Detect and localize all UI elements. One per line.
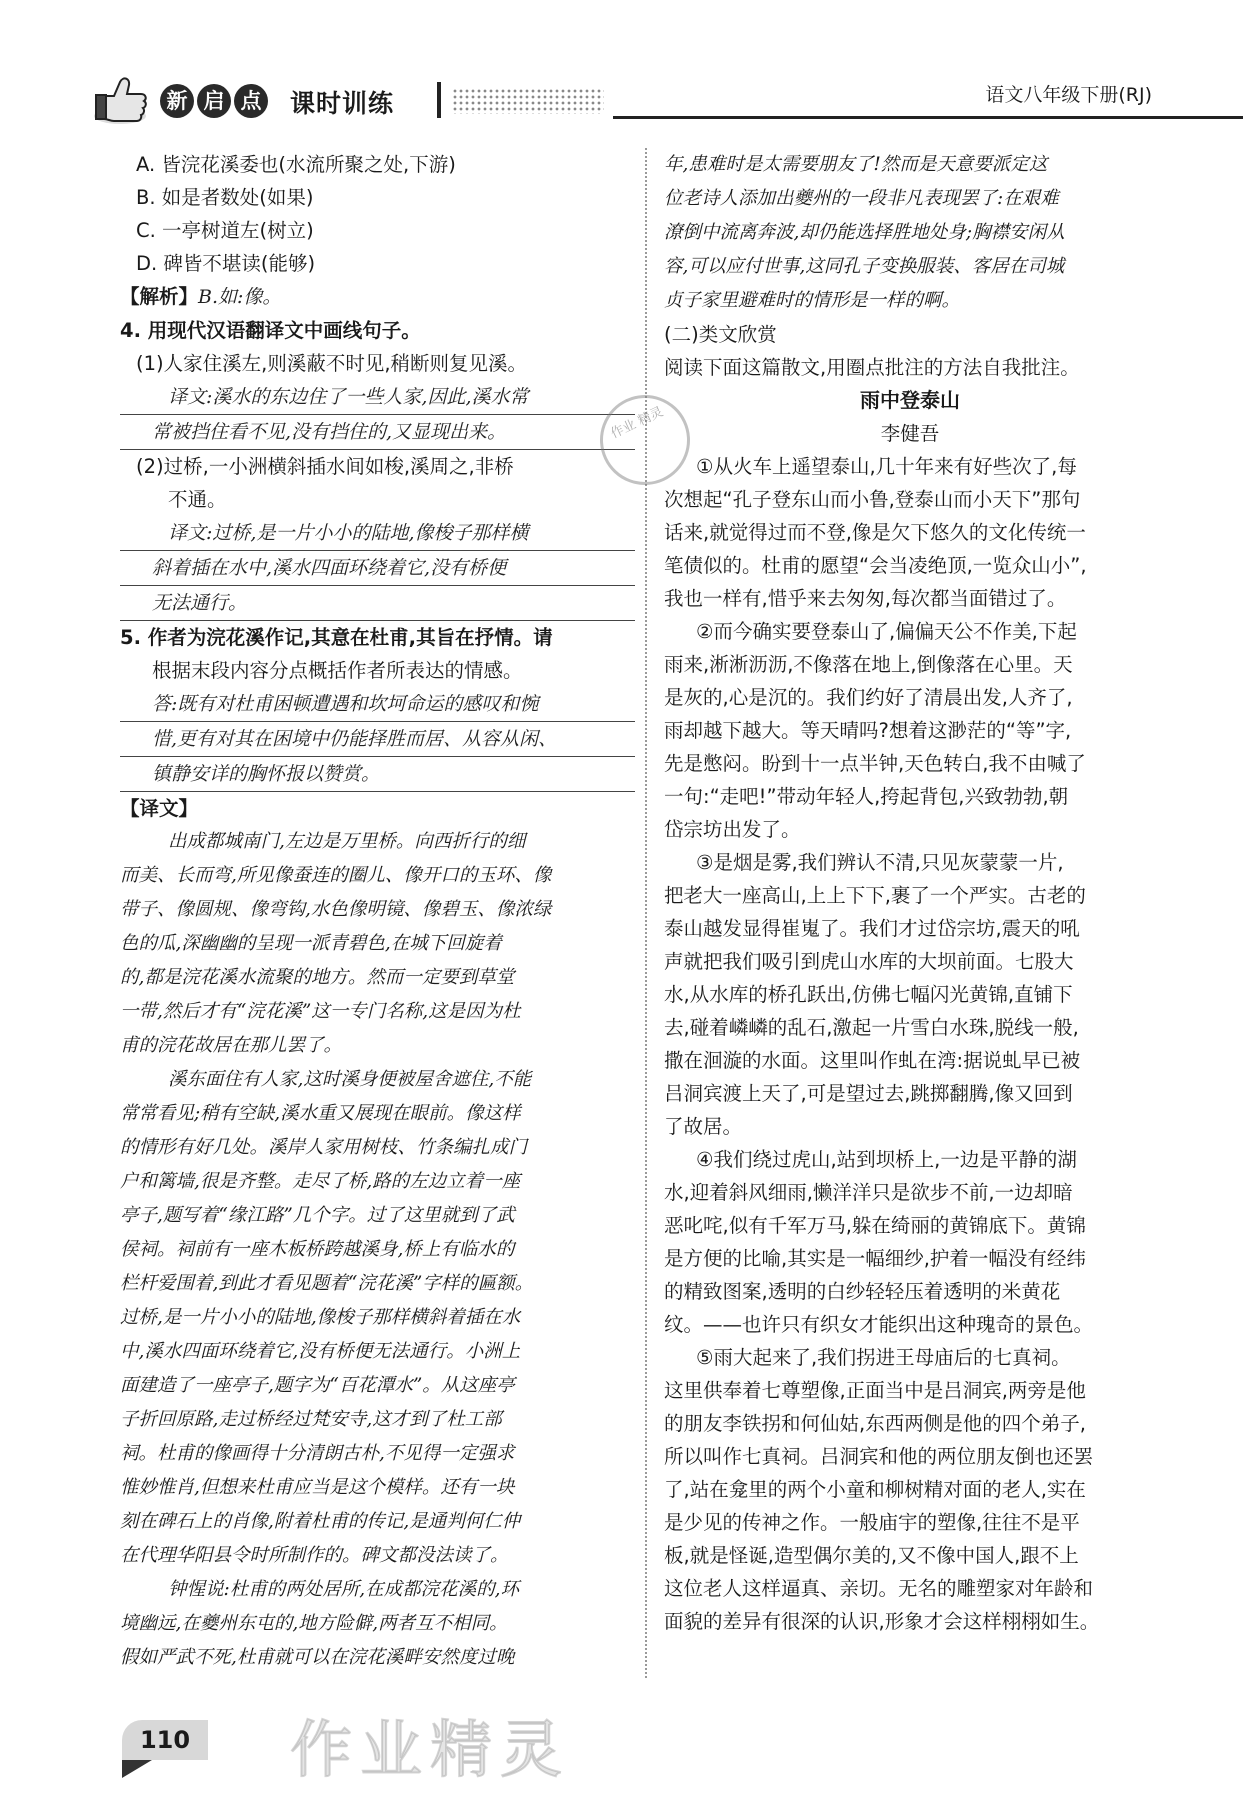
text-line: 笔债似的。杜甫的愿望“会当凌绝顶,一览众山小”,	[664, 554, 1087, 577]
text-line: 是少见的传神之作。一般庙宇的塑像,往往不是平	[664, 1511, 1080, 1534]
option-d: D. 碑皆不堪读(能够)	[136, 252, 316, 275]
essay-author: 李健吾	[880, 422, 940, 445]
text-line: ④我们绕过虎山,站到坝桥上,一边是平静的湖	[696, 1148, 1077, 1171]
text-line: 的精致图案,透明的白纱轻轻压着透明的米黄花	[664, 1280, 1061, 1303]
watermark-stamp: 作业 精灵	[585, 380, 705, 500]
translation-paragraph	[120, 1573, 635, 1675]
text-line: ⑤雨大起来了,我们拐进王母庙后的七真祠。	[696, 1346, 1071, 1369]
text-line: 出成都城南门,左边是万里桥。向西折行的细	[168, 831, 526, 852]
text-line: 的情形有好几处。溪岸人家用树枝、竹条编扎成门	[120, 1137, 528, 1158]
text-line: 纹。——也许只有织女才能织出这种瑰奇的景色。	[664, 1313, 1094, 1336]
text-line: 雨来,淅淅沥沥,不像落在地上,倒像落在心里。天	[664, 653, 1073, 676]
question-4-2: 不通。	[168, 488, 227, 511]
text-line: 岱宗坊出发了。	[664, 818, 801, 841]
text-line: 去,碰着嶙嶙的乱石,激起一片雪白水珠,脱线一般,	[664, 1016, 1079, 1039]
text-line: 而美、长而弯,所见像蚕连的圈儿、像开口的玉环、像	[120, 865, 552, 886]
text-line: 钟惺说:杜甫的两处居所,在成都浣花溪的,环	[168, 1579, 519, 1600]
left-column	[120, 148, 635, 1675]
essay-paragraph	[664, 846, 1156, 1143]
option-a: A. 皆浣花溪委也(水流所聚之处,下游)	[136, 153, 456, 176]
column-divider	[645, 148, 647, 1678]
header-subtitle: 课时训练	[290, 89, 395, 118]
text-line: 了,站在龛里的两个小童和柳树精对面的老人,实在	[664, 1478, 1086, 1501]
analysis	[120, 280, 635, 314]
text-line: 这位老人这样逼真、亲切。无名的雕塑家对年龄和	[664, 1577, 1094, 1600]
text-line: 吕洞宾渡上天了,可是望过去,跳掷翻腾,像又回到	[664, 1082, 1073, 1105]
text-line: 中,溪水四面环绕着它,没有桥便无法通行。小洲上	[120, 1341, 521, 1362]
analysis-text: B.如:像。	[198, 286, 282, 308]
answer-line: 译文:过桥,是一片小小的陆地,像梭子那样横	[120, 516, 635, 551]
text-line: 溪东面住有人家,这时溪身便被屋舍遮住,不能	[168, 1069, 532, 1090]
brand-char: 启	[197, 84, 231, 118]
text-line: 境幽远,在夔州东屯的,地方险僻,两者互不相同。	[120, 1613, 508, 1634]
text-line: 贞子家里避难时的情形是一样的啊。	[664, 290, 961, 311]
text-line: ①从火车上遥望泰山,几十年来有好些次了,每	[696, 455, 1077, 478]
option-b: B. 如是者数处(如果)	[136, 186, 314, 209]
essay-paragraph	[664, 450, 1156, 615]
text-line: 恶叱咤,似有千军万马,躲在绮丽的黄锦底下。黄锦	[664, 1214, 1086, 1237]
text-line: 把老大一座高山,上上下下,裹了一个严实。古老的	[664, 884, 1086, 907]
essay-title: 雨中登泰山	[860, 388, 960, 412]
translation-paragraph	[120, 1063, 635, 1573]
text-line: 常常看见;稍有空缺,溪水重又展现在眼前。像这样	[120, 1103, 521, 1124]
header-rule	[613, 116, 1243, 119]
text-line: ③是烟是雾,我们辨认不清,只见灰蒙蒙一片,	[696, 851, 1064, 874]
text-line: 先是憋闷。盼到十一点半钟,天色转白,我不由喊了	[664, 752, 1086, 775]
answer-line: 译文:溪水的东边住了一些人家,因此,溪水常	[120, 380, 635, 415]
answer-line: 镇静安详的胸怀报以赞赏。	[120, 757, 635, 792]
brand-char: 点	[234, 84, 268, 118]
text-line: 过桥,是一片小小的陆地,像梭子那样横斜着插在水	[120, 1307, 521, 1328]
text-line: 在代理华阳县令时所制作的。碑文都没法读了。	[120, 1545, 509, 1566]
book-info: 语文八年级下册(RJ)	[985, 84, 1152, 106]
question-5: 5. 作者为浣花溪作记,其意在杜甫,其旨在抒情。请	[120, 626, 553, 649]
text-line: 了故居。	[664, 1115, 743, 1138]
question-4-2: (2)过桥,一小洲横斜插水间如梭,溪周之,非桥	[136, 455, 514, 478]
translation-tag: 【译文】	[120, 797, 199, 820]
answer-line: 无法通行。	[120, 586, 635, 621]
text-line: 这里供奉着七尊塑像,正面当中是吕洞宾,两旁是他	[664, 1379, 1086, 1402]
text-line: 侯祠。祠前有一座木板桥跨越溪身,桥上有临水的	[120, 1239, 515, 1260]
answer-line: 斜着插在水中,溪水四面环绕着它,没有桥便	[120, 551, 635, 586]
answer-line: 惜,更有对其在困境中仍能择胜而居、从容从闲、	[120, 722, 635, 757]
text-line: 撒在洄漩的水面。这里叫作虬在湾:据说虬早已被	[664, 1049, 1081, 1072]
text-line: 祠。杜甫的像画得十分清朗古朴,不见得一定强求	[120, 1443, 515, 1464]
watermark-text: 作业精灵	[290, 1713, 571, 1786]
text-line: 色的瓜,深幽幽的呈现一派青碧色,在城下回旋着	[120, 933, 502, 954]
text-line: 面貌的差异有很深的认识,形象才会这样栩栩如生。	[664, 1610, 1100, 1633]
header-dot-pattern	[452, 88, 604, 114]
question-4-1: (1)人家住溪左,则溪蔽不时见,稍断则复见溪。	[136, 352, 528, 375]
text-line: 亭子,题写着“缘江路”几个字。过了这里就到了武	[120, 1205, 515, 1226]
text-line: 户和篱墙,很是齐整。走尽了桥,路的左边立着一座	[120, 1171, 521, 1192]
text-line: 刻在碑石上的肖像,附着杜甫的传记,是通判何仁仲	[120, 1511, 521, 1532]
text-line: 一句:“走吧!”带动年轻人,挎起背包,兴致勃勃,朝	[664, 785, 1069, 808]
text-line: 带子、像圆规、像弯钩,水色像明镜、像碧玉、像浓绿	[120, 899, 552, 920]
text-line: ②而今确实要登泰山了,偏偏天公不作美,下起	[696, 620, 1077, 643]
text-line: 子折回原路,走过桥经过梵安寺,这才到了杜工部	[120, 1409, 502, 1430]
brand-char: 新	[160, 84, 194, 118]
right-column	[664, 148, 1156, 1638]
text-line: 面建造了一座亭子,题字为“百花潭水”。从这座亭	[120, 1375, 515, 1396]
text-line: 声就把我们吸引到虎山水库的大坝前面。七股大	[664, 950, 1074, 973]
text-line: 惟妙惟肖,但想来杜甫应当是这个模样。还有一块	[120, 1477, 515, 1498]
text-line: 水,从水库的桥孔跃出,仿佛七幅闪光黄锦,直铺下	[664, 983, 1073, 1006]
answer-line: 常被挡住看不见,没有挡住的,又显现出来。	[120, 415, 635, 450]
essay-paragraph	[664, 1143, 1156, 1341]
text-line: 年,患难时是太需要朋友了!然而是天意要派定这	[664, 154, 1048, 175]
translation-continued	[664, 148, 1156, 318]
text-line: 容,可以应付世事,这同孔子变换服装、客居在司城	[664, 256, 1065, 277]
header-divider	[437, 82, 441, 118]
page-header	[90, 70, 1150, 130]
page-number: 110	[122, 1720, 208, 1760]
option-c: C. 一亭树道左(树立)	[136, 219, 314, 242]
text-line: 板,就是怪诞,造型偶尔美的,又不像中国人,跟不上	[664, 1544, 1079, 1567]
text-line: 水,迎着斜风细雨,懒洋洋只是欲步不前,一边却暗	[664, 1181, 1073, 1204]
text-line: 泰山越发显得崔嵬了。我们才过岱宗坊,震天的吼	[664, 917, 1080, 940]
essay-paragraph	[664, 1341, 1156, 1638]
brand-logo	[160, 84, 268, 118]
text-line: 的朋友李铁拐和何仙姑,东西两侧是他的四个弟子,	[664, 1412, 1086, 1435]
text-line: 我也一样有,惜乎来去匆匆,每次都当面错过了。	[664, 587, 1067, 610]
text-line: 雨却越下越大。等天晴吗?想着这渺茫的“等”字,	[664, 719, 1072, 742]
text-line: 话来,就觉得过而不登,像是欠下悠久的文化传统一	[664, 521, 1086, 544]
section-heading: (二)类文欣赏	[664, 323, 777, 346]
text-line: 一带,然后才有“浣花溪”这一专门名称,这是因为杜	[120, 1001, 521, 1022]
text-line: 位老诗人添加出夔州的一段非凡表现罢了:在艰难	[664, 188, 1059, 209]
question-5: 根据末段内容分点概括作者所表达的情感。	[152, 659, 523, 682]
text-line: 的,都是浣花溪水流聚的地方。然而一定要到草堂	[120, 967, 515, 988]
question-4: 4. 用现代汉语翻译文中画线句子。	[120, 319, 421, 342]
text-line: 假如严武不死,杜甫就可以在浣花溪畔安然度过晚	[120, 1647, 515, 1668]
text-line: 甫的浣花故居在那儿罢了。	[120, 1035, 343, 1056]
text-line: 是灰的,心是沉的。我们约好了清晨出发,人齐了,	[664, 686, 1073, 709]
text-line: 是方便的比喻,其实是一幅细纱,护着一幅没有经纬	[664, 1247, 1086, 1270]
translation-paragraph	[120, 825, 635, 1063]
analysis-tag: 【解析】	[120, 285, 199, 308]
essay-paragraph	[664, 615, 1156, 846]
text-line: 栏杆爱围着,到此才看见题着“浣花溪”字样的匾额。	[120, 1273, 534, 1294]
page-corner-mark	[122, 1760, 152, 1778]
thumbs-up-icon	[90, 74, 152, 126]
instruction: 阅读下面这篇散文,用圈点批注的方法自我批注。	[664, 356, 1080, 379]
text-line: 潦倒中流离奔波,却仍能选择胜地处身;胸襟安闲从	[664, 222, 1065, 243]
text-line: 次想起“孔子登东山而小鲁,登泰山而小天下”那句	[664, 488, 1081, 511]
answer-line: 答:既有对杜甫困顿遭遇和坎坷命运的感叹和惋	[120, 687, 635, 722]
text-line: 所以叫作七真祠。吕洞宾和他的两位朋友倒也还罢	[664, 1445, 1094, 1468]
